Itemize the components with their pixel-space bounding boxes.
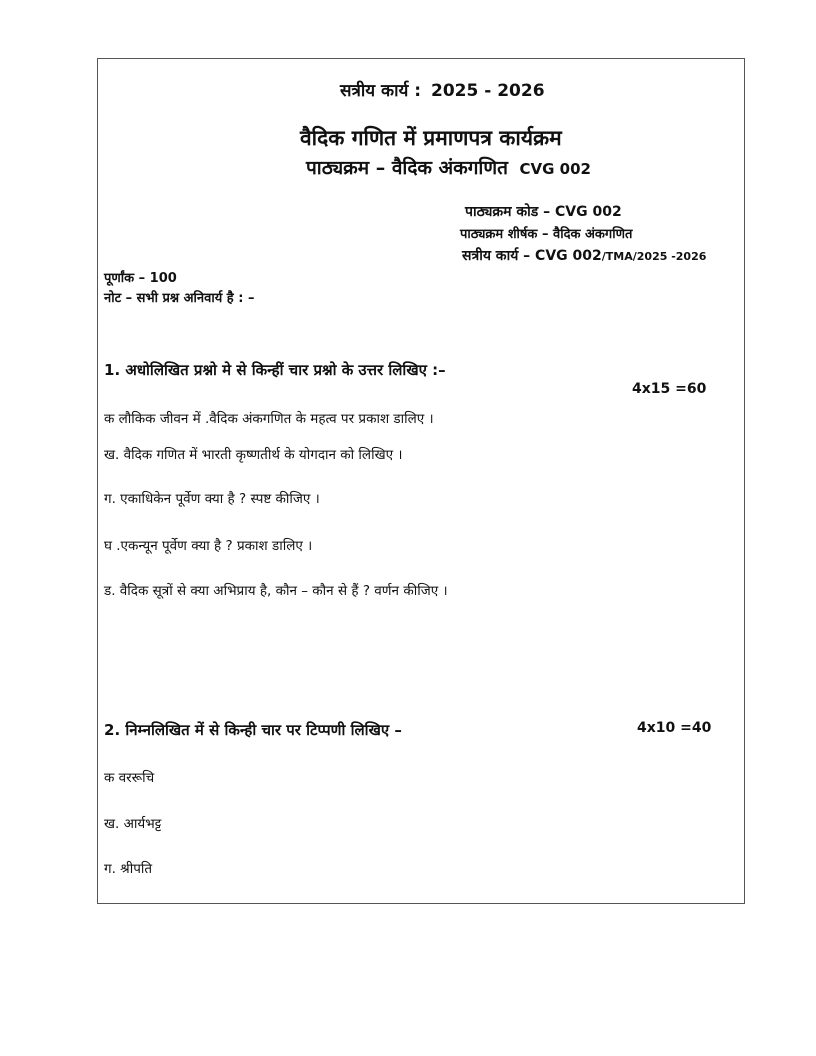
question-2-marks: 4x10 =40 xyxy=(637,720,712,736)
assignment-code-prefix: सत्रीय कार्य – CVG 002 xyxy=(462,248,602,264)
course-title: पाठ्यक्रम – वैदिक अंकगणित xyxy=(306,157,508,179)
q1-item-kha: ख. वैदिक गणित में भारती कृष्णतीर्थ के योगदान को लिखिए । xyxy=(104,447,403,463)
assignment-label: सत्रीय कार्य : xyxy=(340,81,422,101)
assignment-code-suffix: /TMA/2025 -2026 xyxy=(601,250,707,263)
course-code-inline: CVG 002 xyxy=(519,160,591,178)
question-1-marks: 4x15 =60 xyxy=(632,381,707,397)
q2-item-kha: ख. आर्यभट्ट xyxy=(104,816,162,832)
question-2-text: . निम्नलिखित में से किन्ही चार पर टिप्पणी लिखिए – xyxy=(114,721,402,739)
q1-item-gha: घ .एकन्यून पूर्वेण क्या है ? प्रकाश डालिए । xyxy=(104,538,313,554)
q1-item-ga: ग. एकाधिकेन पूर्वेण क्या है ? स्पष्ट कीजिए । xyxy=(104,491,320,507)
assignment-code-line xyxy=(462,245,706,265)
question-1-heading xyxy=(104,360,446,380)
course-code-line: पाठ्यक्रम कोड – CVG 002 xyxy=(465,204,622,220)
q1-item-da: ड. वैदिक सूत्रों से क्या अभिप्राय है, कौन – कौन से हैं ? वर्णन कीजिए । xyxy=(104,583,448,599)
question-2-number: 2 xyxy=(104,721,115,739)
program-title: वैदिक गणित में प्रमाणपत्र कार्यक्रम xyxy=(300,126,562,150)
q1-item-ka: क लौकिक जीवन में .वैदिक अंकगणित के महत्व पर प्रकाश डालिए । xyxy=(104,411,434,427)
question-1-number: 1 xyxy=(104,361,115,379)
q2-item-ka: क वररूचि xyxy=(104,770,155,786)
session-year: 2025 - 2026 xyxy=(431,81,545,101)
assignment-title-line xyxy=(340,78,545,101)
course-title-info-line: पाठ्यक्रम शीर्षक – वैदिक अंकगणित xyxy=(460,227,633,242)
total-marks: पूर्णांक – 100 xyxy=(104,271,177,286)
question-1-text: . अधोलिखित प्रश्नो मे से किन्हीं चार प्रश्नो के उत्तर लिखिए :– xyxy=(114,361,446,379)
document-border xyxy=(97,58,745,904)
q2-item-ga: ग. श्रीपति xyxy=(104,861,153,877)
question-2-heading xyxy=(104,720,402,740)
note-line: नोट – सभी प्रश्न अनिवार्य है : – xyxy=(104,291,255,306)
course-title-line xyxy=(306,154,591,180)
